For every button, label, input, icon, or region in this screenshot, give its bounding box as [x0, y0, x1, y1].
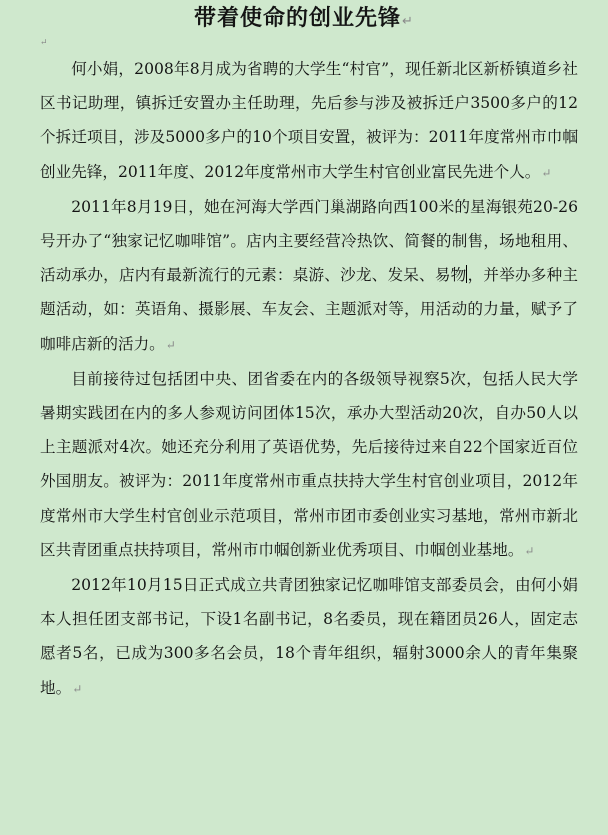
- paragraph-mark-icon: ↵: [402, 14, 414, 29]
- paragraph-mark-icon: ↵: [524, 543, 535, 558]
- paragraph-3: [40, 362, 578, 568]
- paragraph-4-text: 2012年10月15日正式成立共青团独家记忆咖啡馆支部委员会，由何小娟本人担任团支部书记，下设1名副书记，8名委员，现在籍团员26人，固定志愿者5名，已成为300多名会员，18个青年组织，辐射3000余人的青年集聚地。: [40, 576, 578, 697]
- document-body[interactable]: [40, 52, 578, 706]
- paragraph-1: [40, 52, 578, 190]
- paragraph-mark-icon: ↵: [165, 337, 176, 352]
- paragraph-2: [40, 190, 578, 362]
- paragraph-2-text-after-cursor: ，并举办多种主题活动，如：英语角、摄影展、车友会、主题派对等，用活动的力量，赋予了咖啡店新的活力。: [40, 266, 578, 353]
- paragraph-3-text: 目前接待过包括团中央、团省委在内的各级领导视察5次，包括人民大学暑期实践团在内的多人参观访问团体15次，承办大型活动20次，自办50人以上主题派对4次。她还充分利用了英语优势，先后接待过来自22个国家近百位外国朋友。被评为：2011年度常州市重点扶持大学生村官创业项目，2012年度常州市大学生村官创业示范项目，常州市团市委创业实习基地，常州市新北区共青团重点扶持项目，常州市巾帼创新业优秀项目、巾帼创业基地。: [40, 369, 578, 559]
- paragraph-mark-icon: ↵: [541, 165, 552, 180]
- document-title: [0, 4, 608, 37]
- paragraph-mark-icon: ↵: [72, 681, 83, 696]
- paragraph-1-text: 何小娟，2008年8月成为省聘的大学生“村官”，现任新北区新桥镇道乡社区书记助理，镇拆迁安置办主任助理，先后参与涉及被拆迁户3500多户的12个拆迁项目，涉及5000多户的10个项目安置，被评为：2011年度常州市巾帼创业先锋，2011年度、2012年度常州市大学生村官创业富民先进个人。: [40, 60, 578, 181]
- paragraph-4: [40, 568, 578, 706]
- empty-paragraph-mark-icon: ↵: [40, 38, 48, 48]
- title-text: 带着使命的创业先锋: [194, 6, 402, 31]
- paragraph-2-text-before-cursor: 2011年8月19日，她在河海大学西门巢湖路向西100米的星海银苑20-26号开办了“独家记忆咖啡馆”。店内主要经营冷热饮、简餐的制售，场地租用、活动承办，店内有最新流行的元素：桌游、沙龙、发呆、易物: [40, 197, 578, 285]
